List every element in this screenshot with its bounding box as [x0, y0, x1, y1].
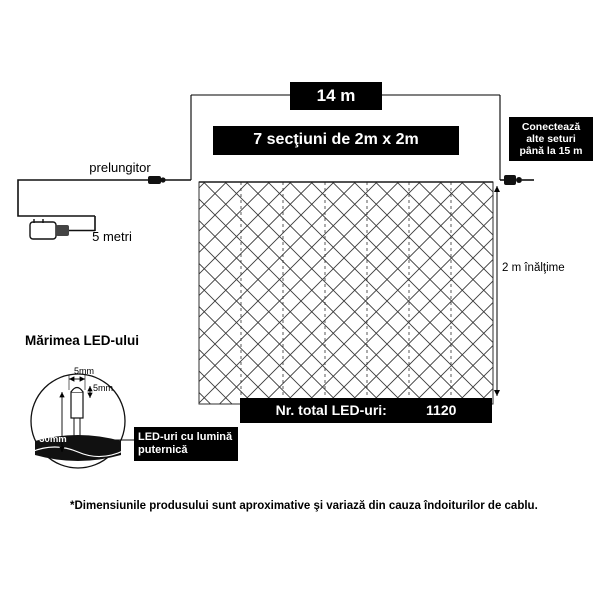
led-height-label: 30mm — [39, 434, 67, 445]
led-net-body — [199, 182, 493, 404]
total-led-text: Nr. total LED-uri: — [275, 402, 387, 419]
sections-label: 7 secţiuni de 2m x 2m — [213, 126, 459, 155]
connect-more-sets-label — [509, 117, 593, 161]
connect-line-2: alte seturi — [526, 132, 576, 145]
connect-line-3: până la 15 m — [519, 145, 583, 158]
led-size-heading: Mărimea LED-ului — [25, 333, 140, 348]
cord-length-label: 5 metri — [92, 229, 132, 244]
led-width-top-label: 5mm — [74, 366, 94, 376]
extension-cord-label: prelungitor — [89, 160, 151, 175]
bright-led-line-1: LED-uri cu lumină — [138, 431, 233, 444]
width-label: 14 m — [290, 82, 382, 110]
height-label: 2 m înălţime — [502, 262, 565, 274]
daisy-chain-connector — [500, 175, 534, 185]
connect-line-1: Conectează — [521, 120, 581, 133]
footnote-text: *Dimensiunile produsului sunt aproximative şi variază din cauza îndoiturilor de cablu. — [70, 500, 538, 512]
bright-led-line-2: puternică — [138, 444, 188, 456]
total-led-value: 1120 — [426, 402, 457, 419]
led-width-side-label: 5mm — [93, 383, 113, 393]
bright-led-callout — [134, 427, 238, 461]
total-led-label — [240, 398, 492, 423]
